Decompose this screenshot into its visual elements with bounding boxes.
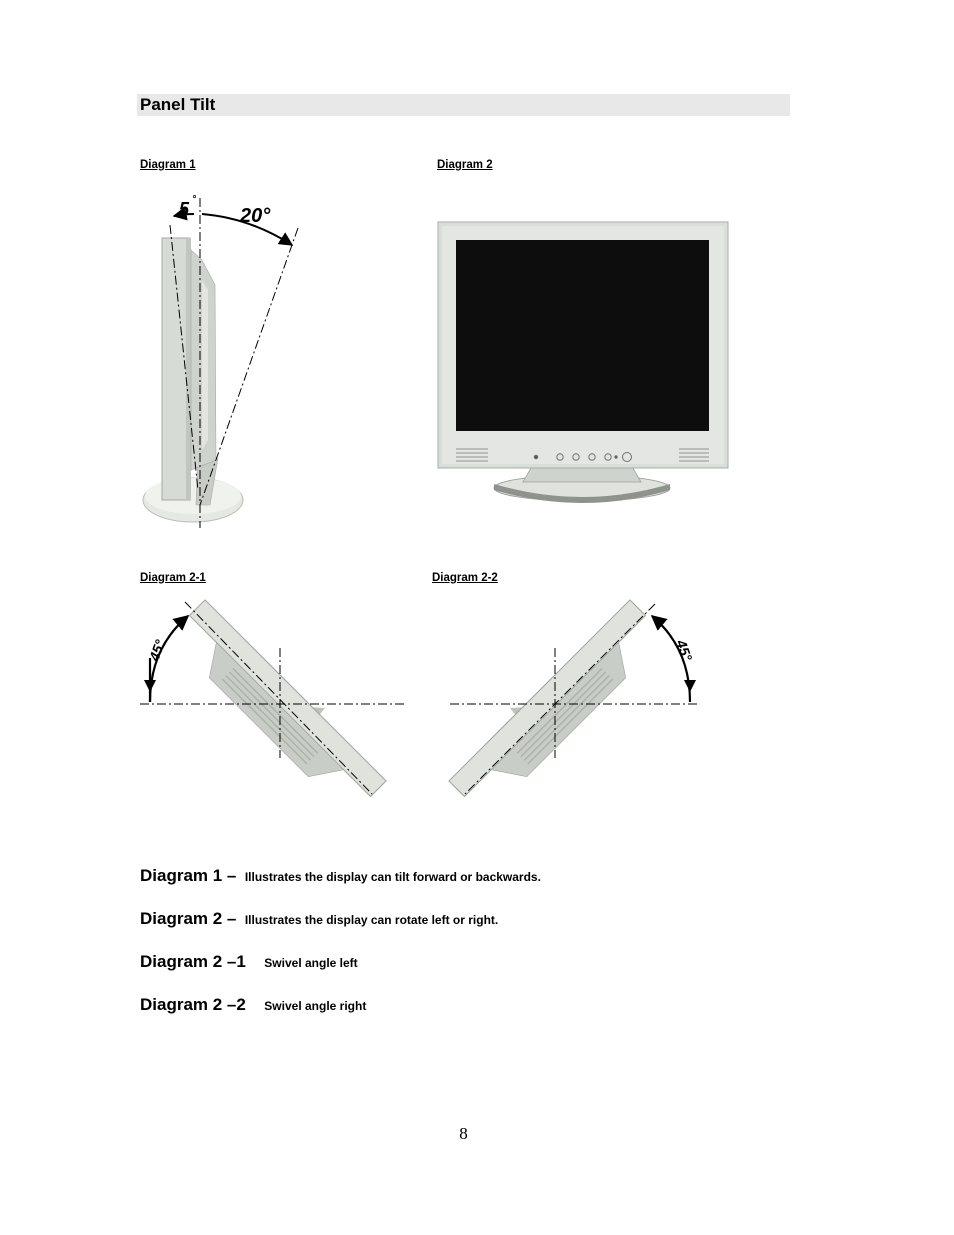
caption-text: Swivel angle right — [264, 999, 367, 1013]
monitor-screen — [456, 240, 709, 431]
caption-title: Diagram 2 – — [140, 909, 237, 928]
panel-top-view — [168, 600, 386, 818]
caption-text: Illustrates the display can rotate left or right. — [244, 913, 499, 927]
section-header-bar — [137, 94, 790, 116]
diagram-2-1-swivel-left-figure — [140, 598, 410, 813]
diagram-2-1-label: Diagram 2-1 — [140, 572, 206, 584]
svg-text:°: ° — [192, 194, 196, 205]
diagram-2-2-swivel-right-figure — [450, 598, 715, 813]
caption-diagram-1 — [140, 866, 541, 886]
caption-title: Diagram 2 –1 — [140, 952, 246, 971]
caption-text: Illustrates the display can tilt forward or backwards. — [244, 870, 541, 884]
caption-text: Swivel angle left — [264, 956, 358, 970]
caption-title: Diagram 1 – — [140, 866, 237, 885]
panel-top-view — [449, 600, 667, 818]
caption-diagram-2-2 — [140, 995, 366, 1015]
caption-diagram-2 — [140, 909, 498, 929]
caption-diagram-2-1 — [140, 952, 358, 972]
swivel-right-angle: 45° — [673, 637, 696, 663]
stand-neck — [523, 468, 641, 482]
page-number: 8 — [459, 1124, 468, 1143]
tilt-back-angle: 20° — [240, 205, 271, 227]
diagram-2-label: Diagram 2 — [437, 159, 493, 171]
tilt-forward-angle: 5 — [179, 199, 190, 219]
swivel-left-angle: 45° — [145, 637, 169, 664]
section-title: Panel Tilt — [140, 95, 216, 114]
diagram-2-front-figure — [436, 220, 731, 505]
diagram-2-2-label: Diagram 2-2 — [432, 572, 498, 584]
diagram-1-label: Diagram 1 — [140, 159, 196, 171]
diagram-1-tilt-figure — [130, 190, 330, 535]
caption-title: Diagram 2 –2 — [140, 995, 246, 1014]
